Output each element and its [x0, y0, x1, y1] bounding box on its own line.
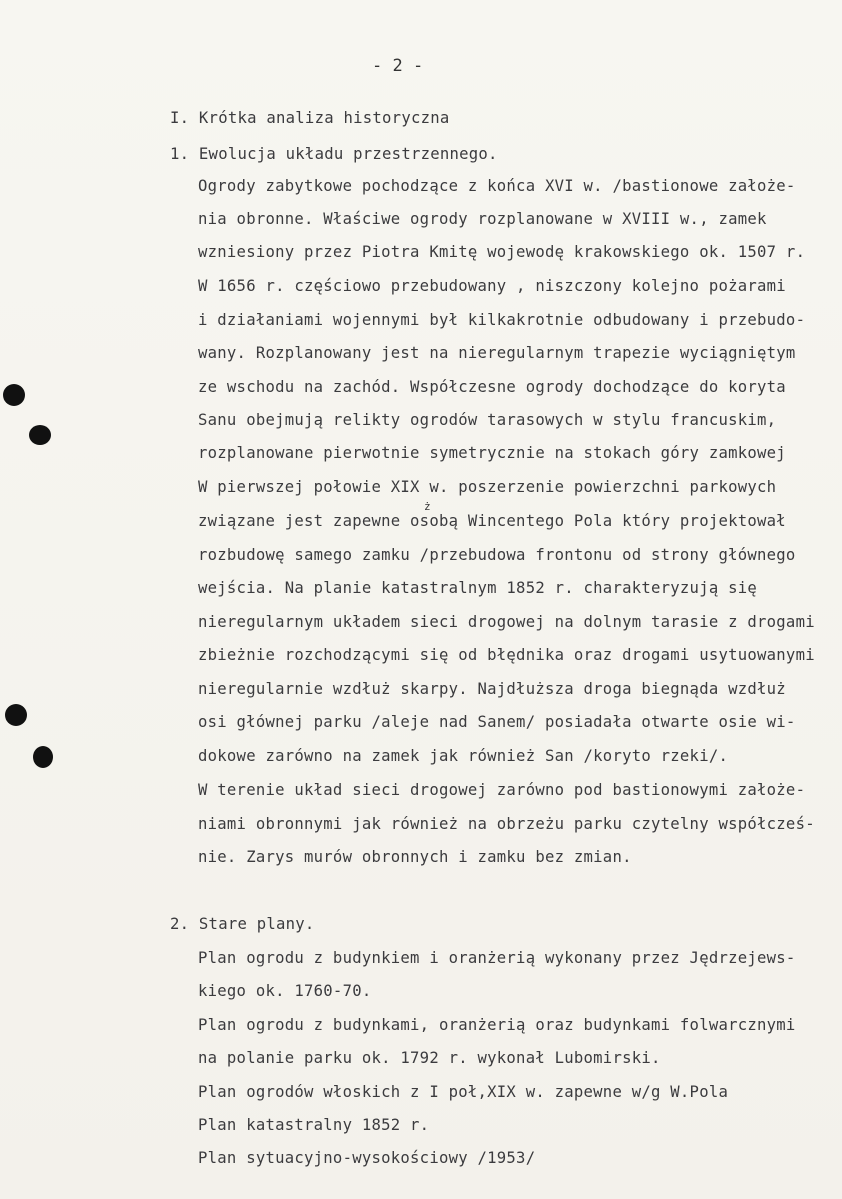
paragraph-line: nieregularnie wzdłuż skarpy. Najdłuższa droga biegnąda wzdłuż — [198, 680, 786, 698]
punch-hole-top-1 — [3, 384, 25, 406]
paragraph-line: wejścia. Na planie katastralnym 1852 r. charakteryzują się — [198, 579, 758, 597]
paragraph-line: W pierwszej połowie XIX w. poszerzenie powierzchni parkowych — [198, 478, 777, 496]
plan-list-line: Plan ogrodu z budynkami, oranżerią oraz budynkami folwarcznymi — [198, 1016, 796, 1034]
paragraph-line: nia obronne. Właściwe ogrody rozplanowane w XVIII w., zamek — [198, 210, 767, 228]
paragraph-line: W terenie układ sieci drogowej zarówno pod bastionowymi założe- — [198, 781, 806, 799]
punch-hole-top-2 — [29, 425, 51, 445]
paragraph-line: nie. Zarys murów obronnych i zamku bez zmian. — [198, 848, 632, 866]
paragraph-line: wany. Rozplanowany jest na nieregularnym trapezie wyciągniętym — [198, 344, 796, 362]
subsection-2-heading: 2. Stare plany. — [170, 915, 315, 933]
subsection-1-heading: 1. Ewolucja układu przestrzennego. — [170, 145, 498, 163]
paragraph-line: dokowe zarówno na zamek jak również San /koryto rzeki/. — [198, 747, 729, 765]
paragraph-line: osi głównej parku /aleje nad Sanem/ posiadała otwarte osie wi- — [198, 713, 796, 731]
paragraph-line: Sanu obejmują relikty ogrodów tarasowych w stylu francuskim, — [198, 411, 777, 429]
paragraph-line: wzniesiony przez Piotra Kmitę wojewodę krakowskiego ok. 1507 r. — [198, 243, 806, 261]
paragraph-line: niami obronnymi jak również na obrzeżu parku czytelny współcześ- — [198, 815, 815, 833]
section-title: I. Krótka analiza historyczna — [170, 109, 450, 127]
page-number: - 2 - — [372, 56, 424, 76]
paragraph-line: Ogrody zabytkowe pochodzące z końca XVI w. /bastionowe założe- — [198, 177, 796, 195]
punch-hole-bottom-1 — [5, 704, 27, 726]
paragraph-line: rozplanowane pierwotnie symetrycznie na stokach góry zamkowej — [198, 444, 786, 462]
paragraph-line: zbieżnie rozchodzącymi się od błędnika oraz drogami usytuowanymi — [198, 646, 815, 664]
paragraph-line: związane jest zapewne osobą Wincentego Pola który projektował — [198, 512, 786, 530]
paragraph-line: nieregularnym układem sieci drogowej na dolnym tarasie z drogami — [198, 613, 815, 631]
paragraph-line: W 1656 r. częściowo przebudowany , niszczony kolejno pożarami — [198, 277, 786, 295]
plan-list-line: kiego ok. 1760-70. — [198, 982, 372, 1000]
plan-list-line: Plan ogrodów włoskich z I poł,XIX w. zapewne w/g W.Pola — [198, 1083, 729, 1101]
paragraph-line: i działaniami wojennymi był kilkakrotnie odbudowany i przebudo- — [198, 311, 806, 329]
plan-list-line: na polanie parku ok. 1792 r. wykonał Lubomirski. — [198, 1049, 661, 1067]
punch-hole-bottom-2 — [33, 746, 53, 768]
plan-list-line: Plan katastralny 1852 r. — [198, 1116, 430, 1134]
plan-list-line: Plan ogrodu z budynkiem i oranżerią wykonany przez Jędrzejews- — [198, 949, 796, 967]
paragraph-line: rozbudowę samego zamku /przebudowa frontonu od strony głównego — [198, 546, 796, 564]
handwritten-z-mark: ż — [424, 500, 431, 513]
paragraph-line: ze wschodu na zachód. Współczesne ogrody dochodzące do koryta — [198, 378, 786, 396]
plan-list-line: Plan sytuacyjno-wysokościowy /1953/ — [198, 1149, 536, 1167]
